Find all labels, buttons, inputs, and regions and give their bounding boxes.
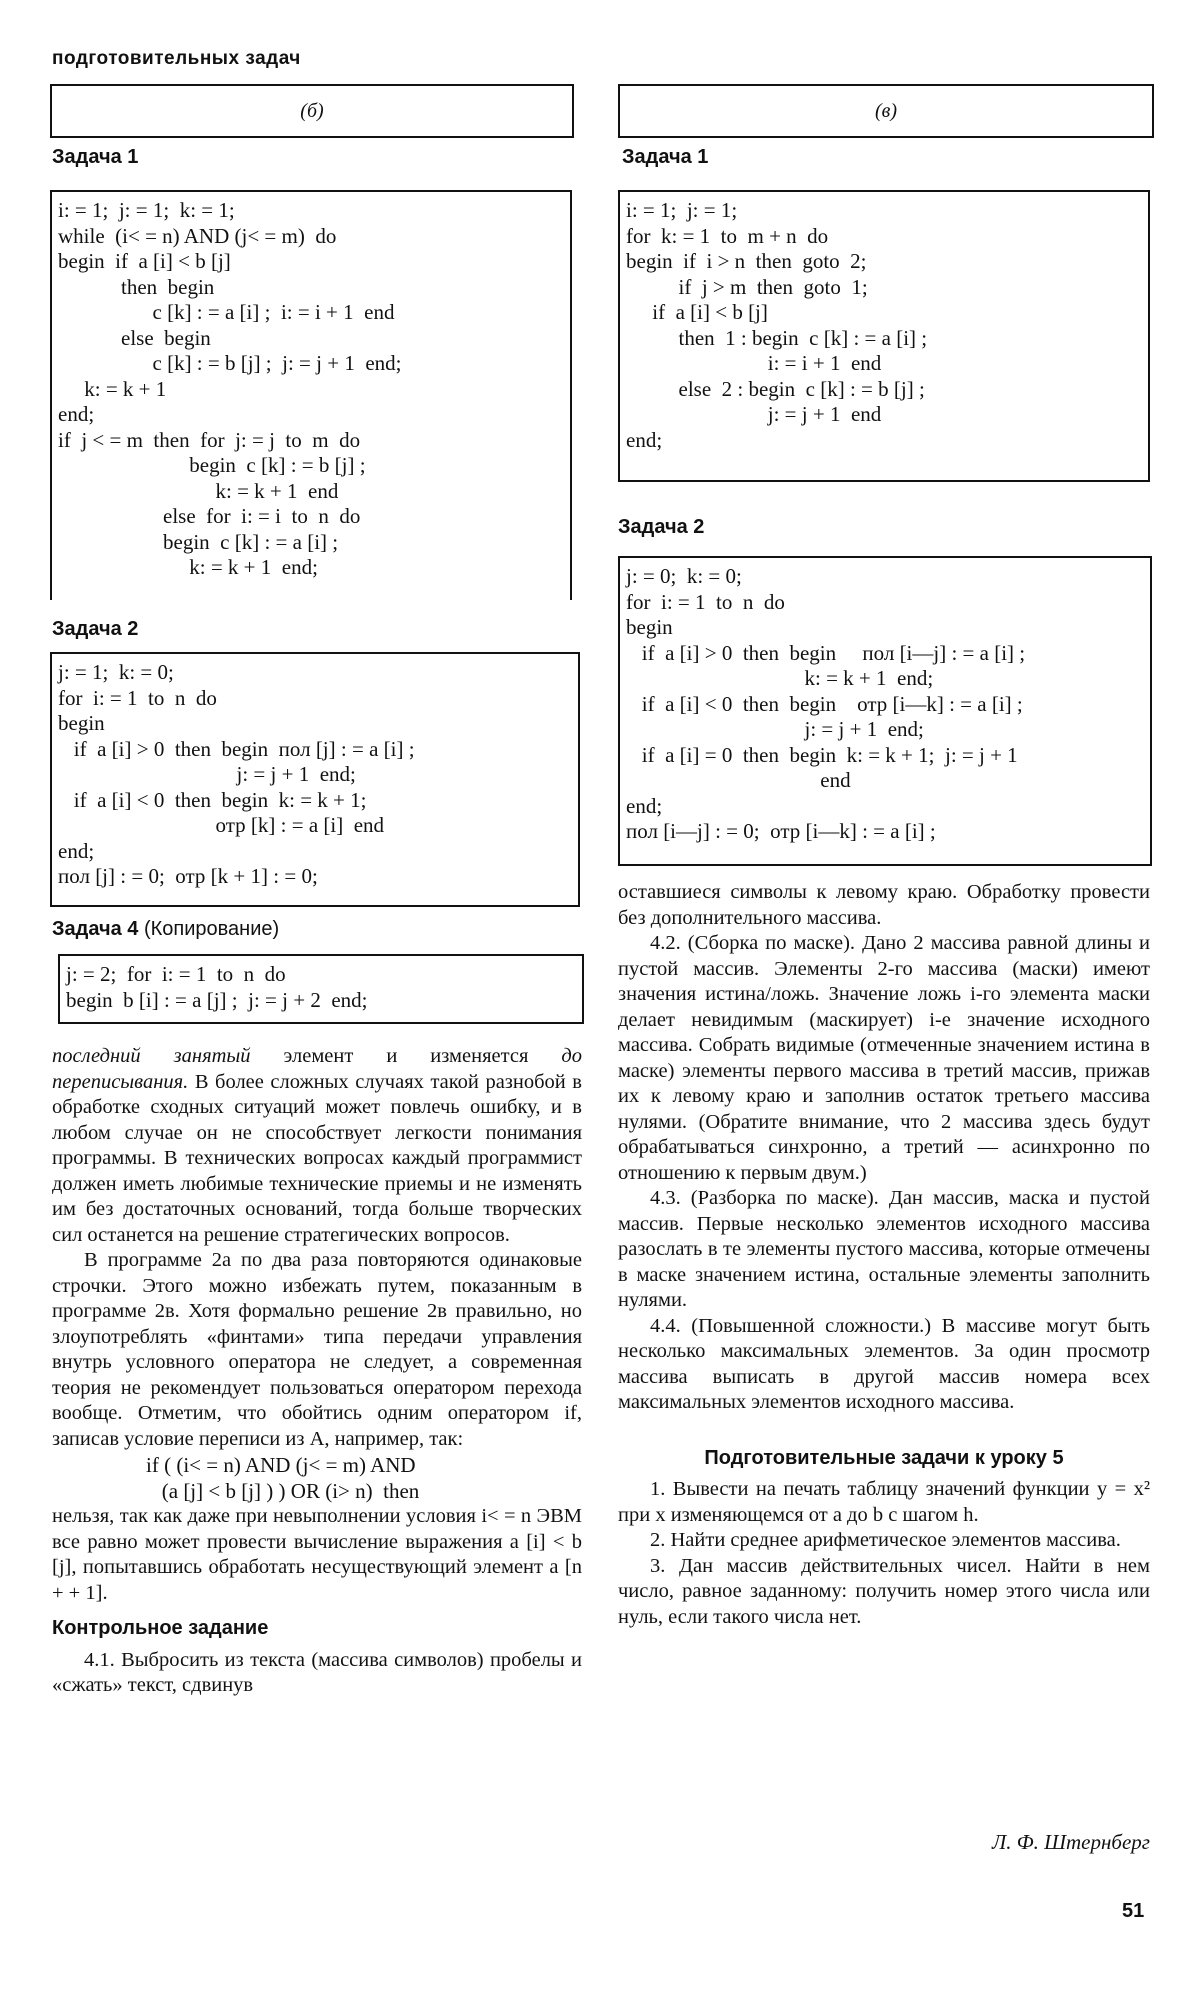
code-line: c [k] : = b [j] ; j: = j + 1 end; [58,351,402,375]
left-task1-title: Задача 1 [52,146,139,168]
code-line: j: = 0; k: = 0; [626,564,742,588]
italic-phrase-1: последний занятый [52,1045,251,1067]
code-line: k: = k + 1 end [58,478,339,503]
code-line: if a [i] < 0 then begin отр [i—k] : = a [i] ; [626,691,1023,716]
task-4-3: 4.3. (Разборка по маске). Дан массив, маска и пустой массив. Первые несколько элементов исходного массива разослать в те элементы пустого массива, которые отмечены в маске значением истина, остальные элементы заполнить нулями. [618,1187,1150,1311]
code-line: if a [i] = 0 then begin k: = k + 1; j: = j + 1 [626,742,1018,767]
right-task2-title: Задача 2 [618,516,705,538]
code-line: begin [626,615,673,639]
code-line: else for i: = i to n do [58,504,361,528]
paragraph-2: В программе 2а по два раза повторяются одинаковые строчки. Этого можно избежать путем, показанным в программе 2в. Хотя формально решение 2в правильно, но злоупотреблять «финтами» типа передачи управления внутрь условного оператора не следует, а современная теория не рекомендует пользоваться оператором перехода вообще. Отметим, что обойтись одним оператором if, записав условие переписи из A, например, так: [52,1249,582,1450]
left-task2-title: Задача 2 [52,618,139,640]
code-line: пол [j] : = 0; отр [k + 1] : = 0; [58,864,318,888]
code-line: begin c [k] : = b [j] ; [58,453,366,477]
code-line: if j > m then goto 1; [626,274,868,299]
task-4-2: 4.2. (Сборка по маске). Дано 2 массива равной длины и пустой массив. Элементы 2-го массива (маски) имеют значения истина/ложь. Значение ложь i-го элемента маски делает невидимым (маскирует) i-е значение исходного массива. Собрать видимые (отмеченные значением истина в маске) элементы первого массива в третий массив, прижав их к левому краю и заполнив остаток третьего массива нулями. (Обратите внимание, что 2 массива здесь будут обрабатываться синхронно, а третий — асинхронно по отношению к первым двум.) [618,932,1150,1184]
page-header: подготовительных задач [52,48,301,69]
code-line: then begin [58,274,215,299]
code-line: k: = k + 1 end; [58,555,318,579]
code-line: if a [i] < b [j] [626,300,768,324]
right-task1-code [618,190,1150,482]
code-line: c [k] : = a [i] ; i: = i + 1 end [58,300,395,324]
left-body-text [52,1044,582,1699]
code-line: пол [i—j] : = 0; отр [i—k] : = a [i] ; [626,819,936,843]
code-line: if a [i] < 0 then begin k: = k + 1; [58,787,367,812]
code-line: отр [k] : = a [i] end [58,813,385,837]
para1-mid: элемент и изменяется [250,1045,562,1067]
paragraph-3: нельзя, так как даже при невыполнении условия i< = n ЭВМ все равно может провести вычисление выражения a [i] < b [j], попытавшись обработать несуществующий элемент a [n + + 1]. [52,1505,582,1604]
continuation-text: оставшиеся символы к левому краю. Обработку провести без дополнительного массива. [618,881,1150,929]
author-signature: Л. Ф. Штернберг [992,1830,1150,1854]
right-body-text [618,880,1150,1630]
code-line: begin [58,711,105,735]
prep-task-1: 1. Вывести на печать таблицу значений функции y = x² при x изменяющемся от a до b с шагом h. [618,1478,1150,1526]
formula-line-1: if ( (i< = n) AND (j< = m) AND [146,1453,416,1477]
right-task2-code [618,556,1152,866]
code-line: i: = i + 1 end [626,351,882,375]
code-line: i: = 1; j: = 1; k: = 1; [58,198,235,222]
code-line: j: = j + 1 end; [58,762,356,786]
left-task2-code [50,652,580,907]
left-task4-subtitle: (Копирование) [143,918,280,940]
code-line: while (i< = n) AND (j< = m) do [58,223,337,248]
code-line: k: = k + 1 [58,376,167,401]
prep-task-2: 2. Найти среднее арифметическое элементов массива. [650,1529,1121,1551]
code-line: end; [58,402,95,426]
prep-task-3: 3. Дан массив действительных чисел. Найти в нем число, равное заданному: получить номер этого числа или нуль, если такого числа нет. [618,1554,1150,1628]
code-line: else begin [58,325,211,350]
code-line: for k: = 1 to m + n do [626,223,829,248]
left-task1-code [50,190,572,600]
left-task4-title-label: Задача 4 [52,918,139,940]
code-line: end; [58,838,95,863]
code-line: begin c [k] : = a [i] ; [58,529,339,554]
code-line: for i: = 1 to n do [58,685,217,710]
code-line: j: = 1; k: = 0; [58,660,174,684]
code-line: if a [i] > 0 then begin пол [i—j] : = a [i] ; [626,640,1026,665]
left-task4-title [52,918,279,941]
italic-phrase-2: до переписывания. [52,1045,582,1093]
right-task1-title: Задача 1 [622,146,709,168]
task-4-4: 4.4. (Повышенной сложности.) В массиве могут быть несколько максимальных элементов. За один просмотр массива выписать в другой массив номера всех максимальных элементов исходного массива. [618,1314,1150,1413]
variant-v-box: (в) [618,84,1154,138]
code-line: else 2 : begin c [k] : = b [j] ; [626,376,925,401]
code-line: begin if a [i] < b [j] [58,249,231,273]
left-task4-code [58,954,584,1024]
code-line: end; [626,793,663,818]
code-line: begin b [i] : = a [j] ; j: = j + 2 end; [66,987,368,1012]
code-line: i: = 1; j: = 1; [626,198,738,222]
code-line: j: = j + 1 end; [626,717,924,741]
code-line: for i: = 1 to n do [626,589,785,614]
prep-tasks-heading: Подготовительные задачи к уроку 5 [704,1446,1064,1469]
variant-b-box: (б) [50,84,574,138]
formula-line-2: (a [j] < b [j] ) ) OR (i> n) then [146,1479,420,1503]
code-line: j: = j + 1 end [626,402,882,426]
code-line: if j < = m then for j: = j to m do [58,427,361,452]
code-line: k: = k + 1 end; [626,666,934,690]
control-task-heading: Контрольное задание [52,1617,269,1639]
page-number: 51 [1122,1900,1145,1922]
para1-rest: В более сложных случаях такой разнобой в обработке сходных ситуаций может повлечь ошибку, и в любом случае он не способствует легкости понимания программы. В технических вопросах каждый программист должен иметь любимые технические приемы и не изменять им без достаточных оснований, тогда больше творческих сил останется на решение стратегических вопросов. [52,1070,582,1246]
code-line: end; [626,427,663,452]
task-4-1: 4.1. Выбросить из текста (массива символов) пробелы и «сжать» текст, сдвинув [52,1648,582,1696]
code-line: end [626,768,851,792]
code-line: j: = 2; for i: = 1 to n do [66,962,286,986]
code-line: begin if i > n then goto 2; [626,249,867,273]
code-line: if a [i] > 0 then begin пол [j] : = a [i] ; [58,736,415,761]
code-line: then 1 : begin c [k] : = a [i] ; [626,325,928,350]
